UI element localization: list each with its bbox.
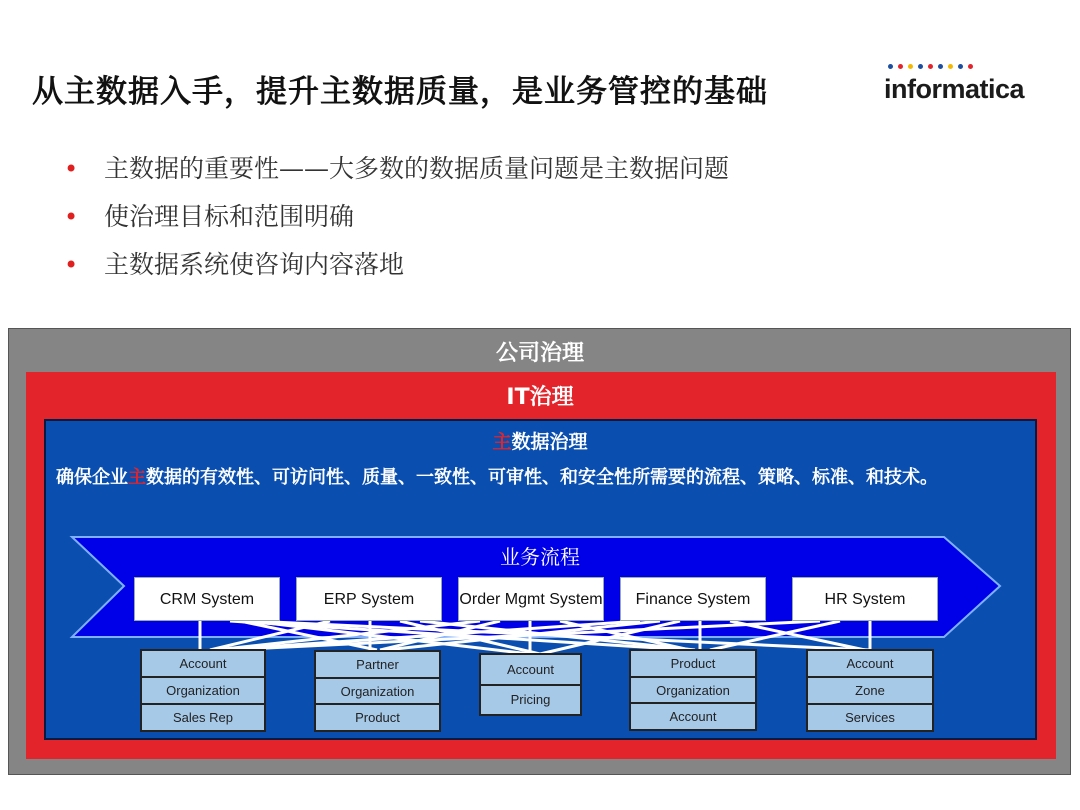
- bullet-icon: •: [64, 155, 79, 183]
- order-mgmt-system-box: Order Mgmt System: [458, 577, 604, 621]
- business-process-label: 业务流程: [500, 545, 580, 569]
- entity-cell: Zone: [808, 678, 932, 703]
- entity-cell: Account: [142, 651, 264, 676]
- entity-cell: Account: [631, 704, 755, 729]
- desc-accent: 主: [128, 467, 146, 488]
- md-accent: 主: [492, 431, 512, 453]
- bullet-icon: •: [64, 203, 79, 231]
- erp-entity-group: [314, 650, 441, 732]
- finance-entity-group: [629, 649, 757, 731]
- bullet-text: 使治理目标和范围明确: [104, 202, 355, 231]
- bullet-text: 主数据系统使咨询内容落地: [104, 250, 405, 279]
- order-mgmt-entity-group: [479, 653, 582, 716]
- md-rest: 数据治理: [511, 431, 588, 453]
- erp-system-box: ERP System: [296, 577, 442, 621]
- desc-before: 确保企业: [56, 467, 128, 488]
- slide-title: 从主数据入手，提升主数据质量，是业务管控的基础: [32, 74, 768, 110]
- entity-cell: Organization: [631, 678, 755, 703]
- entity-cell: Account: [808, 651, 932, 676]
- entity-cell: Product: [316, 705, 439, 730]
- it-governance-label: IT治理: [506, 385, 574, 410]
- entity-cell: Services: [808, 705, 932, 730]
- entity-cell: Sales Rep: [142, 705, 264, 730]
- desc-after: 数据的有效性、可访问性、质量、一致性、可审性、和安全性所需要的流程、策略、标准、和技术。: [146, 467, 938, 488]
- entity-cell: Partner: [316, 652, 439, 677]
- hr-entity-group: [806, 649, 934, 732]
- entity-cell: Organization: [142, 678, 264, 703]
- bullet-icon: •: [64, 251, 79, 279]
- entity-cell: Organization: [316, 679, 439, 704]
- crm-system-box: CRM System: [134, 577, 280, 621]
- company-governance-label: 公司治理: [495, 341, 584, 366]
- entity-cell: Product: [631, 651, 755, 676]
- bullet-text: 主数据的重要性——大多数的数据质量问题是主数据问题: [104, 154, 730, 183]
- finance-system-box: Finance System: [620, 577, 766, 621]
- hr-system-box: HR System: [792, 577, 938, 621]
- crm-entity-group: [140, 649, 266, 732]
- entity-cell: Account: [481, 655, 580, 684]
- entity-cell: Pricing: [481, 686, 580, 715]
- logo-text: informatica: [884, 74, 1025, 104]
